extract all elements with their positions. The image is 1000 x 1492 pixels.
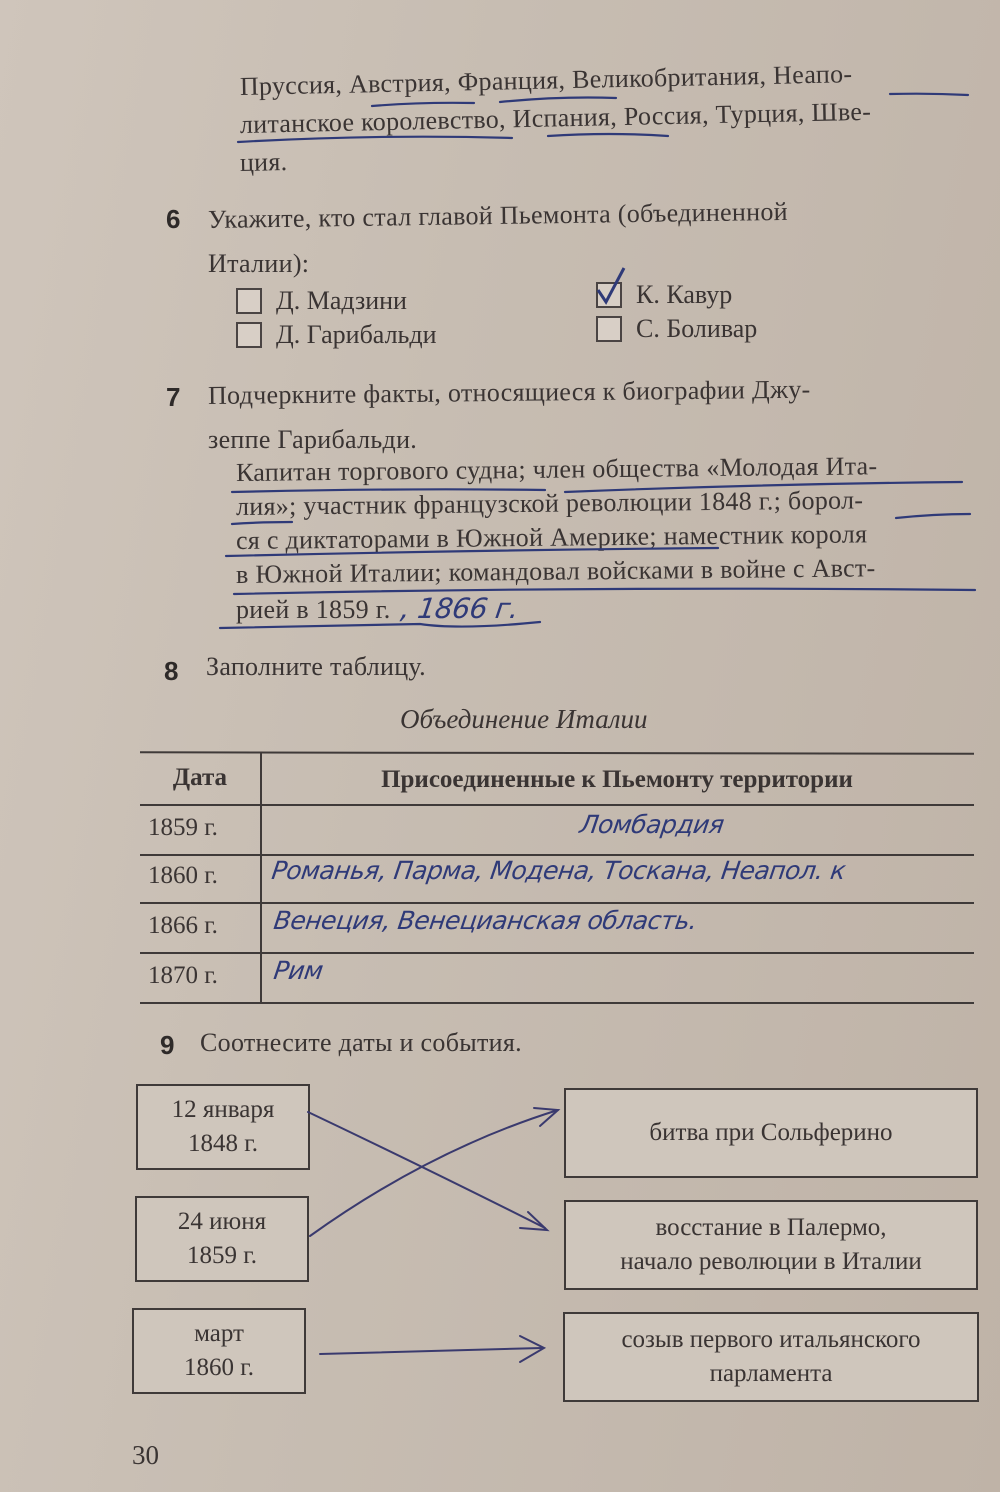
q6-prompt-line-1: Укажите, кто стал главой Пьемонта (объединенной [207,196,789,234]
arrow-1848-to-palermo [308,1112,545,1228]
row-1860-date: 1860 г. [148,862,218,889]
q8-number: 8 [164,656,179,686]
q8-prompt: Заполните таблицу. [206,652,426,681]
q7-number: 7 [166,382,181,412]
table-title: Объединение Италии [400,704,648,734]
date-1860-line-2: 1860 г. [184,1354,254,1381]
q6-prompt-line-2: Италии): [208,249,310,278]
row-1859-date: 1859 г. [148,814,218,841]
fact-line-1: Капитан торгового судна; член общества «Молодая Ита- [235,451,878,487]
q9-number: 9 [160,1030,175,1060]
row-1859-territories: Ломбардия [577,810,726,839]
fact-line-2: лия»; участник французской революции 1848 г.; борол- [235,485,864,521]
fact-line-4: в Южной Италии; командовал войсками в войне с Авст- [235,553,876,589]
arrow-1860-to-parliament [320,1348,542,1354]
date-1848-line-2: 1848 г. [188,1130,258,1157]
date-1859-line-1: 24 июня [177,1208,267,1235]
date-1860-line-1: март [194,1320,244,1347]
arrow-head-palermo-icon [520,1212,547,1230]
event-parliament-line-1: созыв первого итальянского [621,1326,921,1353]
event-palermo-line-2: начало революции в Италии [620,1248,922,1275]
country-list-line-1: Пруссия, Австрия, Франция, Великобритания, Неапо- [239,59,853,101]
q6-number: 6 [166,204,181,234]
row-1860-territories: Романья, Парма, Модена, Тоскана, Неапол. к [269,856,848,885]
q7-prompt-line-1: Подчеркните факты, относящиеся к биографии Джу- [207,374,811,410]
row-1866-date: 1866 г. [148,912,218,939]
handwritten-1866: , 1866 г. [398,592,521,625]
option-garibaldi-label: Д. Гарибальди [276,320,437,349]
page-number: 30 [132,1440,159,1470]
option-cavour-label: К. Кавур [636,280,733,309]
event-solferino-line-1: битва при Сольферино [649,1119,893,1146]
q7-prompt-line-2: зеппе Гарибальди. [208,425,418,454]
option-bolivar-label: С. Боливар [636,314,758,343]
row-1870-date: 1870 г. [148,962,218,989]
header-territories: Присоединенные к Пьемонту территории [381,766,853,793]
event-palermo-line-1: восстание в Палермо, [655,1214,887,1241]
date-1859-line-2: 1859 г. [187,1242,257,1269]
country-list-line-2: литанское королевство, Испания, Россия, Турция, Шве- [239,96,872,139]
fact-line-5: рией в 1859 г. [236,595,391,624]
country-list-line-3: ция. [239,147,288,177]
q9-prompt: Соотнесите даты и события. [200,1028,522,1057]
fact-line-3: ся с диктаторами в Южной Америке; наместник короля [235,519,868,555]
option-mazzini-label: Д. Мадзини [276,286,407,315]
header-date: Дата [172,764,228,791]
row-1870-territories: Рим [271,956,325,985]
date-1848-line-1: 12 января [171,1096,275,1123]
row-1866-territories: Венеция, Венецианская область. [271,906,699,935]
event-parliament-line-2: парламента [709,1360,833,1387]
